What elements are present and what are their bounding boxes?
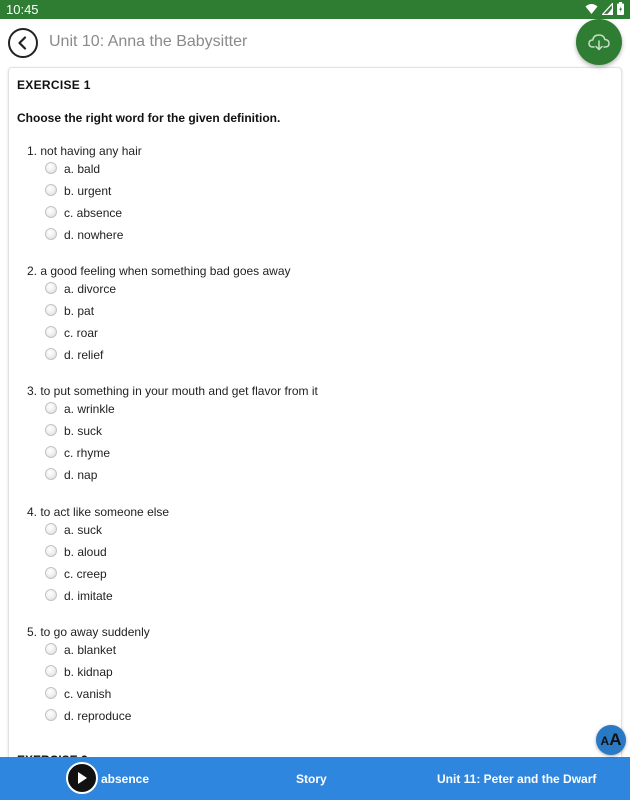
option-label: d. relief bbox=[64, 348, 104, 362]
radio-button[interactable] bbox=[45, 709, 57, 721]
answer-option[interactable] bbox=[27, 279, 607, 301]
radio-button[interactable] bbox=[45, 589, 57, 601]
question-2 bbox=[27, 263, 607, 367]
radio-button[interactable] bbox=[45, 206, 57, 218]
next-unit-button[interactable]: Unit 11: Peter and the Dwarf bbox=[437, 772, 597, 786]
option-label: b. aloud bbox=[64, 545, 107, 559]
option-label: a. suck bbox=[64, 523, 103, 537]
radio-button[interactable] bbox=[45, 304, 57, 316]
radio-button[interactable] bbox=[45, 643, 57, 655]
play-icon bbox=[76, 771, 88, 785]
answer-option[interactable] bbox=[27, 399, 607, 421]
font-size-button[interactable] bbox=[596, 725, 626, 755]
question-text: 2. a good feeling when something bad goes away bbox=[27, 264, 291, 278]
answer-option[interactable] bbox=[27, 345, 607, 367]
option-label: a. wrinkle bbox=[64, 402, 115, 416]
radio-button[interactable] bbox=[45, 402, 57, 414]
option-label: c. roar bbox=[64, 326, 99, 340]
option-label: d. nap bbox=[64, 468, 98, 482]
radio-button[interactable] bbox=[45, 567, 57, 579]
option-label: c. creep bbox=[64, 567, 107, 581]
radio-button[interactable] bbox=[45, 348, 57, 360]
radio-button[interactable] bbox=[45, 184, 57, 196]
question-text: 3. to put something in your mouth and get flavor from it bbox=[27, 384, 318, 398]
answer-option[interactable] bbox=[27, 542, 607, 564]
radio-button[interactable] bbox=[45, 228, 57, 240]
option-label: a. divorce bbox=[64, 282, 117, 296]
status-icons bbox=[585, 2, 624, 15]
question-5 bbox=[27, 624, 607, 728]
answer-option[interactable] bbox=[27, 443, 607, 465]
bottom-bar bbox=[0, 757, 630, 800]
radio-button[interactable] bbox=[45, 468, 57, 480]
signal-icon bbox=[602, 3, 613, 15]
answer-option[interactable] bbox=[27, 203, 607, 225]
answer-option[interactable] bbox=[27, 586, 607, 608]
app-bar bbox=[0, 19, 630, 67]
answer-option[interactable] bbox=[27, 520, 607, 542]
question-text: 4. to act like someone else bbox=[27, 505, 170, 519]
back-button[interactable] bbox=[8, 28, 38, 58]
download-button[interactable] bbox=[576, 19, 622, 65]
answer-option[interactable] bbox=[27, 323, 607, 345]
answer-option[interactable] bbox=[27, 684, 607, 706]
wifi-icon bbox=[585, 3, 598, 15]
battery-icon bbox=[617, 2, 624, 15]
answer-option[interactable] bbox=[27, 465, 607, 487]
radio-button[interactable] bbox=[45, 523, 57, 535]
answer-option[interactable] bbox=[27, 225, 607, 247]
question-3 bbox=[27, 383, 607, 487]
story-button[interactable]: Story bbox=[296, 772, 327, 786]
option-label: b. pat bbox=[64, 304, 95, 318]
option-label: c. absence bbox=[64, 206, 123, 220]
exercise-heading: EXERCISE 1 bbox=[17, 78, 91, 92]
radio-button[interactable] bbox=[45, 665, 57, 677]
radio-button[interactable] bbox=[45, 162, 57, 174]
option-label: c. vanish bbox=[64, 687, 112, 701]
exercise-instruction: Choose the right word for the given definition. bbox=[17, 111, 281, 125]
play-button[interactable] bbox=[66, 762, 98, 794]
now-playing-word[interactable]: absence bbox=[101, 772, 150, 786]
answer-option[interactable] bbox=[27, 301, 607, 323]
status-bar bbox=[0, 0, 630, 19]
option-label: d. imitate bbox=[64, 589, 113, 603]
answer-option[interactable] bbox=[27, 662, 607, 684]
option-label: d. nowhere bbox=[64, 228, 124, 242]
option-label: a. bald bbox=[64, 162, 101, 176]
radio-button[interactable] bbox=[45, 687, 57, 699]
option-label: b. suck bbox=[64, 424, 103, 438]
answer-option[interactable] bbox=[27, 159, 607, 181]
option-label: b. urgent bbox=[64, 184, 112, 198]
answer-option[interactable] bbox=[27, 640, 607, 662]
answer-option[interactable] bbox=[27, 421, 607, 443]
radio-button[interactable] bbox=[45, 326, 57, 338]
option-label: b. kidnap bbox=[64, 665, 113, 679]
radio-button[interactable] bbox=[45, 446, 57, 458]
radio-button[interactable] bbox=[45, 545, 57, 557]
status-time: 10:45 bbox=[6, 2, 39, 17]
question-1 bbox=[27, 143, 607, 247]
exercise-card bbox=[8, 67, 622, 767]
question-text: 1. not having any hair bbox=[27, 144, 142, 158]
answer-option[interactable] bbox=[27, 181, 607, 203]
font-size-icon: AA bbox=[600, 730, 622, 749]
option-label: c. rhyme bbox=[64, 446, 111, 460]
option-label: a. blanket bbox=[64, 643, 117, 657]
option-label: d. reproduce bbox=[64, 709, 132, 723]
radio-button[interactable] bbox=[45, 424, 57, 436]
back-arrow-icon bbox=[16, 36, 30, 50]
answer-option[interactable] bbox=[27, 706, 607, 728]
radio-button[interactable] bbox=[45, 282, 57, 294]
answer-option[interactable] bbox=[27, 564, 607, 586]
question-text: 5. to go away suddenly bbox=[27, 625, 150, 639]
page-title: Unit 10: Anna the Babysitter bbox=[49, 33, 248, 50]
cloud-download-icon bbox=[588, 33, 610, 51]
question-4 bbox=[27, 504, 607, 608]
